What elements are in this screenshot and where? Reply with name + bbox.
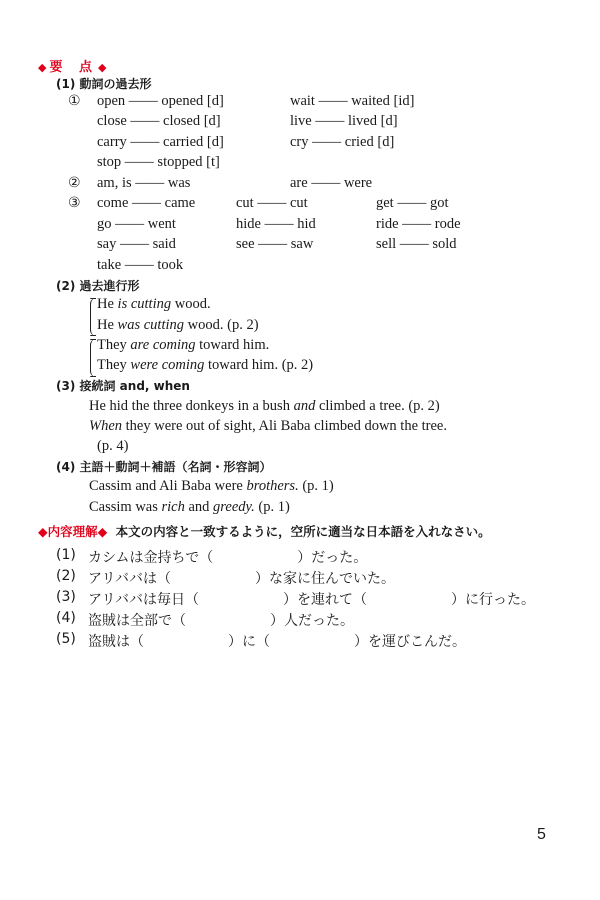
verb-pair: am, is —— was [97, 175, 191, 191]
verb-pair: ride —— rode [376, 216, 461, 232]
section-header-comprehension [38, 522, 491, 540]
group-number-1: ① [68, 93, 81, 109]
question-text: アリババは（ ）な家に住んでいた。 [88, 571, 396, 587]
subsection-1-label: (1) 動詞の過去形 [56, 77, 152, 91]
question-number: (3) [56, 589, 76, 605]
header-title: ◆内容理解◆ [38, 524, 108, 539]
verb-pair: see —— saw [236, 236, 314, 252]
page-reference: (p. 4) [97, 438, 129, 454]
section-header-key-points [38, 56, 106, 75]
verb-pair: cut —— cut [236, 195, 308, 211]
verb-pair: hide —— hid [236, 216, 316, 232]
page-number: 5 [537, 826, 546, 843]
question-text: アリババは毎日（ ）を連れて（ ）に行った。 [88, 592, 536, 608]
question-number: (1) [56, 547, 76, 563]
question-number: (4) [56, 610, 76, 626]
example-sentence: They are coming toward him. [97, 337, 270, 353]
verb-pair: cry —— cried [d] [290, 134, 395, 150]
question-text: カシムは金持ちで（ ）だった。 [88, 550, 368, 566]
subsection-4-label: (4) 主語＋動詞＋補語（名詞・形容詞） [56, 460, 272, 474]
header-title: 要 点 [49, 60, 98, 75]
example-sentence: Cassim was rich and greedy. (p. 1) [89, 499, 290, 515]
example-sentence: Cassim and Ali Baba were brothers. (p. 1) [89, 478, 334, 494]
instruction-text: 本文の内容と一致するように，空所に適当な日本語を入れなさい。 [115, 524, 491, 539]
subsection-3-label: (3) 接続詞 and, when [56, 379, 190, 393]
verb-pair: sell —— sold [376, 236, 457, 252]
example-sentence: When they were out of sight, Ali Baba climbed down the tree. [89, 418, 447, 434]
example-sentence: They were coming toward him. (p. 2) [97, 357, 314, 373]
group-number-3: ③ [68, 195, 81, 211]
verb-pair: carry —— carried [d] [97, 134, 224, 150]
example-sentence: He was cutting wood. (p. 2) [97, 317, 259, 333]
verb-pair: stop —— stopped [t] [97, 154, 220, 170]
question-text: 盗賊は（ ）に（ ）を運びこんだ。 [88, 634, 466, 650]
verb-pair: come —— came [97, 195, 196, 211]
question-number: (5) [56, 631, 76, 647]
example-sentence: He is cutting wood. [97, 296, 211, 312]
verb-pair: close —— closed [d] [97, 113, 221, 129]
verb-pair: go —— went [97, 216, 176, 232]
question-text: 盗賊は全部で（ ）人だった。 [88, 613, 354, 629]
verb-pair: take —— took [97, 257, 184, 273]
group-number-2: ② [68, 175, 81, 191]
verb-pair: are —— were [290, 175, 373, 191]
question-number: (2) [56, 568, 76, 584]
verb-pair: get —— got [376, 195, 449, 211]
verb-pair: say —— said [97, 236, 176, 252]
diamond-icon: ◆ [38, 61, 47, 74]
verb-pair: open —— opened [d] [97, 93, 224, 109]
verb-pair: wait —— waited [id] [290, 93, 415, 109]
example-sentence: He hid the three donkeys in a bush and climbed a tree. (p. 2) [89, 398, 440, 414]
diamond-icon: ◆ [98, 61, 107, 74]
verb-pair: live —— lived [d] [290, 113, 398, 129]
subsection-2-label: (2) 過去進行形 [56, 279, 140, 293]
